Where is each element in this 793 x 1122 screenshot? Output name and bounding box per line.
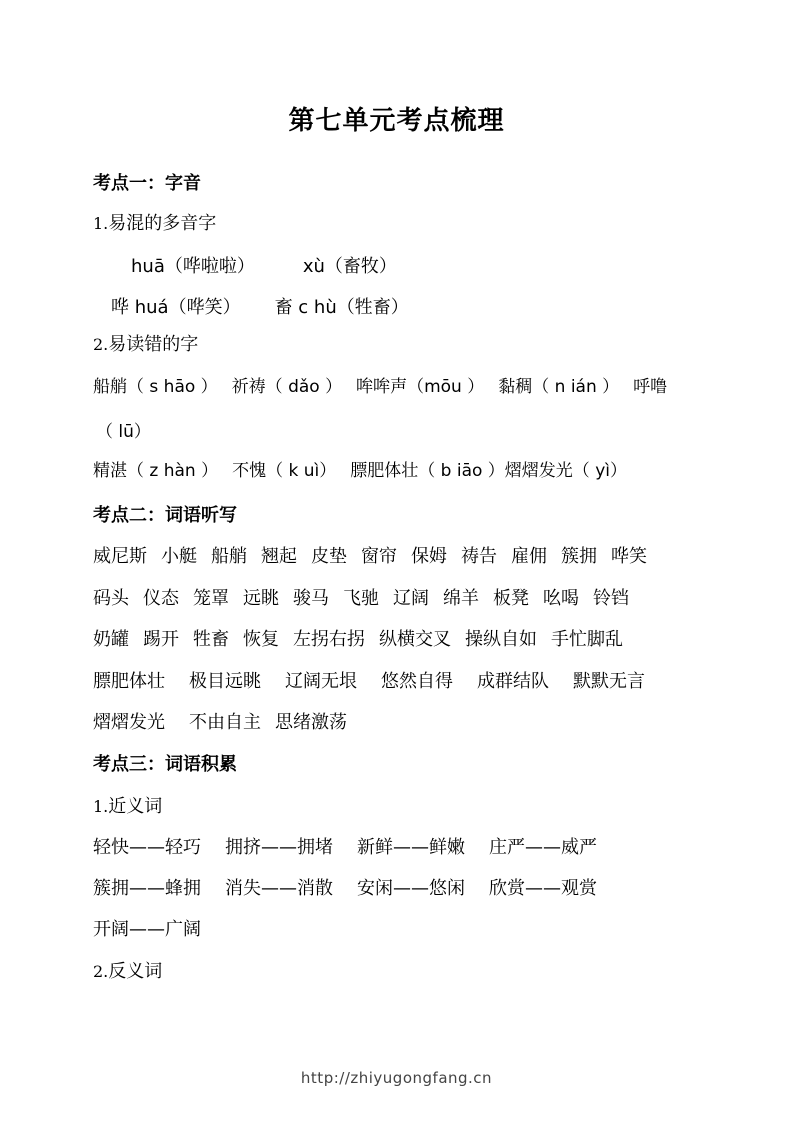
section-heading-1: 考点一：字音 (93, 173, 201, 194)
word-row-2 (93, 587, 753, 611)
synonym-pair: 欣赏——观赏 (489, 878, 597, 899)
synonym-pair: 开阔——广阔 (93, 919, 201, 940)
word-item: 笼罩 (193, 588, 229, 609)
word-row-4 (93, 670, 753, 694)
synonym-pair: 新鲜——鲜嫩 (357, 837, 465, 858)
word-item: 骏马 (293, 588, 329, 609)
polyphone-item: 畜 c hù（牲畜） (274, 297, 409, 318)
section-heading-3: 考点三：词语积累 (93, 754, 237, 775)
polyphone-item: 哗 huá（哗笑） (111, 297, 241, 318)
word-item: 纵横交叉 (379, 629, 451, 650)
polyphone-item: xù（畜牧） (302, 256, 397, 277)
word-item: 仪态 (143, 588, 179, 609)
subsection-3-2 (93, 960, 753, 984)
subsection-number: 1. (93, 797, 109, 816)
word-item: 皮垫 (311, 546, 347, 567)
word-row-3 (93, 628, 753, 652)
subsection-number: 2. (93, 962, 109, 981)
subsection-label: 易混的多音字 (108, 213, 217, 234)
misread-item: 不愧（ k uì） (232, 461, 337, 481)
word-item: 奶罐 (93, 629, 129, 650)
word-item: 保姆 (411, 546, 447, 567)
misread-item: 膘肥体壮（ b iāo ）熠熠发光（ yì） (350, 461, 627, 481)
synonym-pair: 拥挤——拥堵 (225, 837, 333, 858)
word-item: 极目远眺 (189, 671, 261, 692)
word-item: 操纵自如 (465, 629, 537, 650)
word-item: 板凳 (493, 588, 529, 609)
subsection-label: 易读错的字 (108, 334, 199, 355)
misread-item: 哞哞声（mōu ） (356, 377, 485, 397)
word-item: 飞驰 (343, 588, 379, 609)
misread-item: 船艄（ s hāo ） (93, 377, 218, 397)
word-item: 辽阔无垠 (285, 671, 357, 692)
word-item: 默默无言 (573, 671, 645, 692)
word-item: 船艄 (211, 546, 247, 567)
section-heading-2: 考点二：词语听写 (93, 505, 237, 526)
subsection-label: 近义词 (108, 796, 163, 817)
polyphone-row-1 (131, 255, 753, 279)
word-item: 远眺 (243, 588, 279, 609)
polyphone-item: huā（哗啦啦） (131, 256, 255, 277)
word-item: 膘肥体壮 (93, 671, 165, 692)
misread-item: 祈祷（ dǎo ） (231, 377, 343, 397)
word-item: 牲畜 (193, 629, 229, 650)
page-title: 第七单元考点梳理 (288, 106, 505, 136)
subsection-1-1 (93, 212, 753, 236)
subsection-1-2 (93, 333, 753, 357)
synonym-pair: 安闲——悠闲 (357, 878, 465, 899)
word-item: 簇拥 (561, 546, 597, 567)
word-item: 绵羊 (443, 588, 479, 609)
synonym-pair: 消失——消散 (225, 878, 333, 899)
word-item: 窗帘 (361, 546, 397, 567)
misread-item: 黏稠（ n ián ） (498, 377, 620, 397)
word-item: 吆喝 (543, 588, 579, 609)
subsection-number: 1. (93, 214, 109, 233)
word-item: 思绪激荡 (275, 712, 347, 733)
word-item: 翘起 (261, 546, 297, 567)
word-item: 悠然自得 (381, 671, 453, 692)
synonym-pair: 庄严——威严 (489, 837, 597, 858)
misread-row-1 (93, 375, 753, 399)
synonym-pair: 簇拥——蜂拥 (93, 878, 201, 899)
word-item: 哗笑 (611, 546, 647, 567)
word-item: 不由自主 (189, 712, 261, 733)
misread-item: 呼噜 (633, 377, 668, 397)
word-item: 辽阔 (393, 588, 429, 609)
synonym-row-1 (93, 836, 753, 860)
word-row-5 (93, 711, 753, 735)
word-item: 小艇 (161, 546, 197, 567)
word-item: 码头 (93, 588, 129, 609)
word-item: 熠熠发光 (93, 712, 165, 733)
synonym-row-3 (93, 918, 753, 942)
word-item: 成群结队 (477, 671, 549, 692)
subsection-number: 2. (93, 335, 109, 354)
word-item: 雇佣 (511, 546, 547, 567)
polyphone-row-2 (111, 296, 753, 320)
misread-row-1-continued: （ lū） (96, 422, 151, 442)
footer-url: http://zhiyugongfang.cn (300, 1069, 493, 1087)
word-item: 踢开 (143, 629, 179, 650)
subsection-label: 反义词 (108, 961, 163, 982)
word-item: 手忙脚乱 (551, 629, 623, 650)
synonym-pair: 轻快——轻巧 (93, 837, 201, 858)
synonym-row-2 (93, 877, 753, 901)
misread-item: 精湛（ z hàn ） (93, 461, 219, 481)
word-row-1 (93, 545, 753, 569)
word-item: 祷告 (461, 546, 497, 567)
word-item: 铃铛 (593, 588, 629, 609)
word-item: 威尼斯 (93, 546, 147, 567)
subsection-3-1 (93, 795, 753, 819)
word-item: 恢复 (243, 629, 279, 650)
word-item: 左拐右拐 (293, 629, 365, 650)
misread-row-2 (93, 459, 753, 483)
